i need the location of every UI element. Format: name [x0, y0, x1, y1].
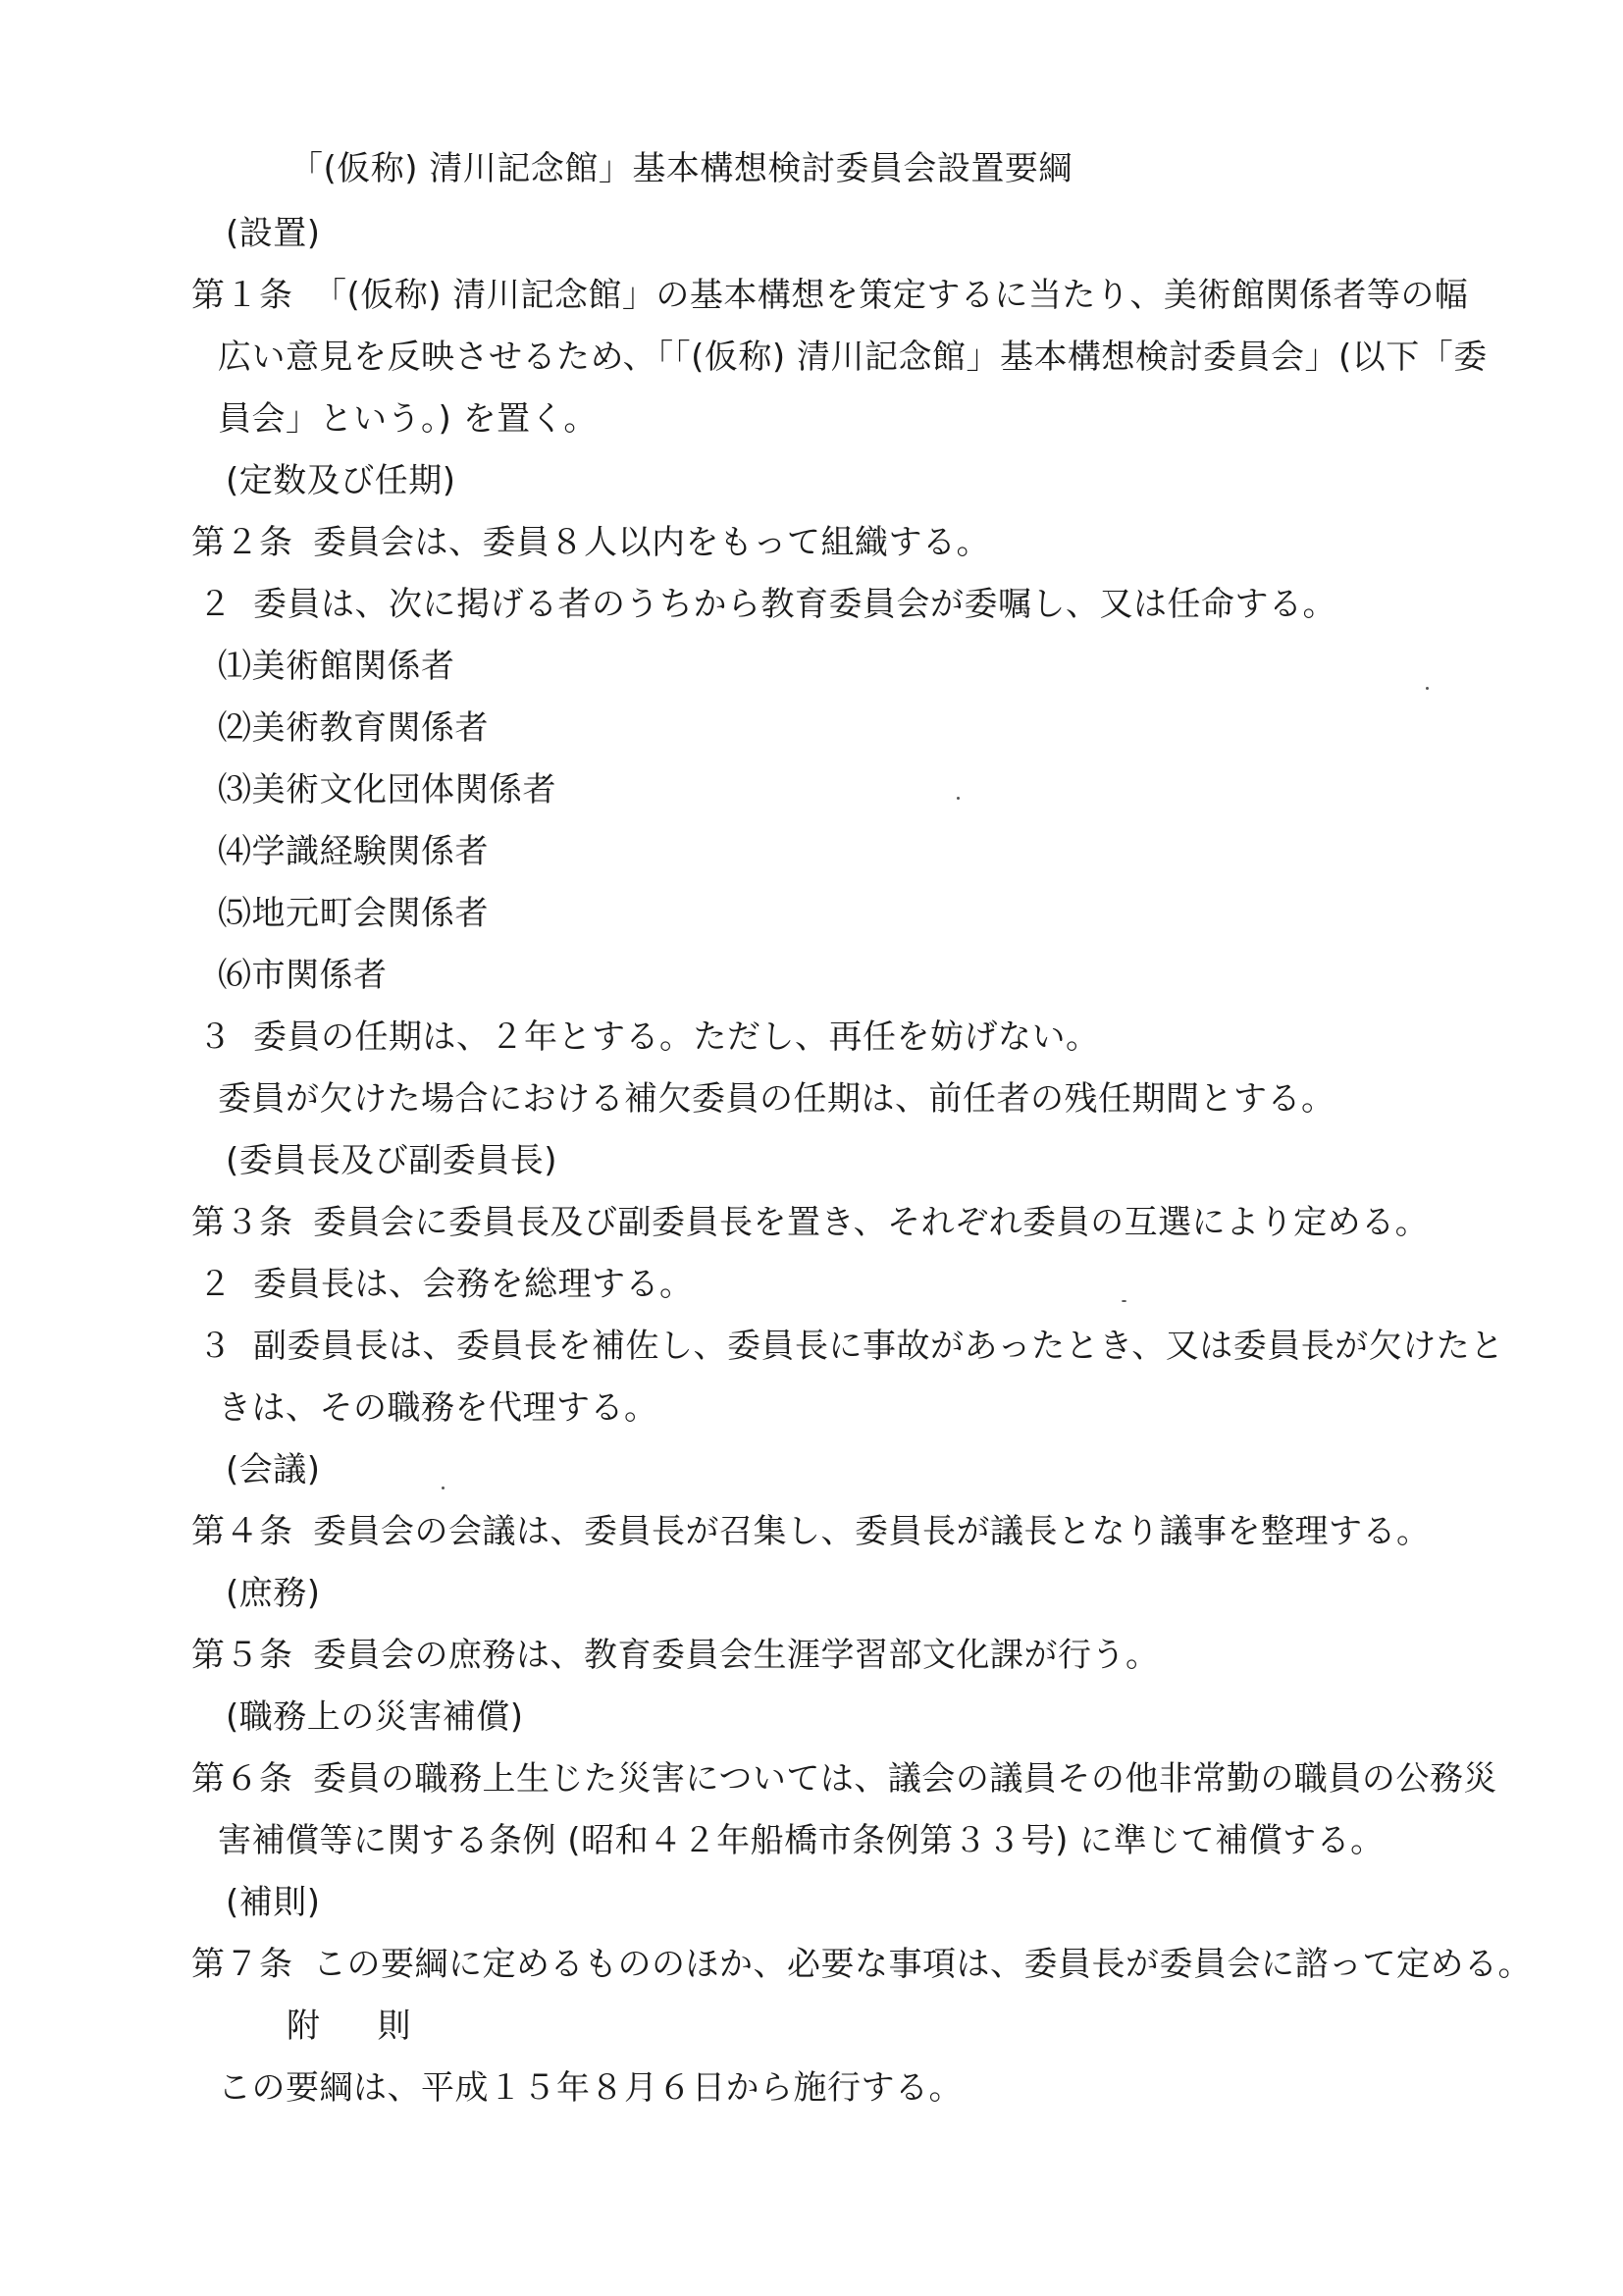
article-3-paragraph-2	[198, 1265, 694, 1304]
section-heading-setchi: (設置)	[226, 214, 321, 253]
scan-speck	[1426, 687, 1429, 690]
article-3-paragraph-3-cont: きは、その職務を代理する。	[218, 1388, 658, 1428]
list-item: ⑹市関係者	[218, 956, 388, 995]
supplementary-heading-b: 則	[377, 2007, 411, 2046]
scan-speck	[1122, 1300, 1126, 1302]
article-5-text-1: 委員会の庶務は、教育委員会生涯学習部文化課が行う。	[313, 1636, 1160, 1675]
article-2-paragraph-3-cont: 委員が欠けた場合における補欠委員の任期は、前任者の残任期間とする。	[218, 1079, 1335, 1119]
article-2-paragraph-2	[198, 585, 1336, 624]
article-2-text-1: 委員会は、委員８人以内をもって組織する。	[313, 523, 990, 562]
article-1-line-2: 広い意見を反映させるため、「「(仮称) 清川記念館」基本構想検討委員会」(以下「委	[218, 338, 1488, 377]
article-2-paragraph-3	[198, 1018, 1100, 1057]
article-6-text-1: 委員の職務上生じた災害については、議会の議員その他非常勤の職員の公務災	[313, 1759, 1497, 1799]
section-heading-hosoku: (補則)	[226, 1883, 321, 1922]
article-3-paragraph-3	[198, 1327, 1504, 1366]
document-title: 「(仮称) 清川記念館」基本構想検討委員会設置要綱	[289, 149, 1073, 188]
supplementary-heading-a: 附	[287, 2007, 321, 2046]
paragraph-text: 委員の任期は、２年とする。ただし、再任を妨げない。	[253, 1018, 1100, 1057]
section-heading-kaigi: (会議)	[226, 1450, 321, 1489]
scan-speck	[442, 1487, 445, 1489]
paragraph-text: 副委員長は、委員長を補佐し、委員長に事故があったとき、又は委員長が欠けたと	[253, 1327, 1504, 1366]
article-3-label: 第３条	[191, 1203, 293, 1242]
article-4-line-1	[191, 1512, 1431, 1551]
paragraph-text: 委員は、次に掲げる者のうちから教育委員会が委嘱し、又は任命する。	[253, 585, 1336, 624]
article-2-label: 第２条	[191, 523, 293, 562]
paragraph-text: 委員長は、会務を総理する。	[253, 1265, 694, 1304]
supplementary-heading	[287, 2007, 411, 2046]
article-7-label: 第７条	[191, 1945, 293, 1984]
article-4-label: 第４条	[191, 1512, 293, 1551]
section-heading-shomu: (庶務)	[226, 1574, 321, 1613]
paragraph-number: ２	[198, 1265, 233, 1304]
article-5-line-1	[191, 1636, 1160, 1675]
article-5-label: 第５条	[191, 1636, 293, 1675]
list-item: ⑴美術館関係者	[218, 647, 455, 686]
list-item: ⑶美術文化団体関係者	[218, 770, 556, 809]
article-6-label: 第６条	[191, 1759, 293, 1799]
section-heading-iincho: (委員長及び副委員長)	[226, 1141, 558, 1180]
section-heading-teisu: (定数及び任期)	[226, 461, 456, 500]
article-3-text-1: 委員会に委員長及び副委員長を置き、それぞれ委員の互選により定める。	[313, 1203, 1430, 1242]
article-6-line-2: 害補償等に関する条例 (昭和４２年船橋市条例第３３号) に準じて補償する。	[218, 1821, 1385, 1860]
list-item: ⑷学識経験関係者	[218, 832, 489, 871]
article-6-line-1	[191, 1759, 1497, 1799]
article-1-line-1	[191, 276, 1468, 315]
article-7-text-1: この要綱に定めるもののほか、必要な事項は、委員長が委員会に諮って定める。	[313, 1945, 1532, 1984]
paragraph-number: ３	[198, 1018, 233, 1057]
article-2-line-1	[191, 523, 990, 562]
article-4-text-1: 委員会の会議は、委員長が召集し、委員長が議長となり議事を整理する。	[313, 1512, 1431, 1551]
scan-speck	[957, 797, 960, 800]
paragraph-number: ３	[198, 1327, 233, 1366]
list-item: ⑵美術教育関係者	[218, 708, 489, 748]
paragraph-number: ２	[198, 585, 233, 624]
article-1-label: 第１条	[191, 276, 293, 315]
article-7-line-1	[191, 1945, 1532, 1984]
supplementary-text: この要綱は、平成１５年８月６日から施行する。	[218, 2068, 963, 2108]
article-1-line-3: 員会」という。) を置く。	[218, 399, 598, 439]
list-item: ⑸地元町会関係者	[218, 894, 489, 933]
article-1-text-1: 「(仮称) 清川記念館」の基本構想を策定するに当たり、美術館関係者等の幅	[313, 276, 1469, 315]
article-3-line-1	[191, 1203, 1429, 1242]
section-heading-saigai: (職務上の災害補償)	[226, 1697, 524, 1737]
